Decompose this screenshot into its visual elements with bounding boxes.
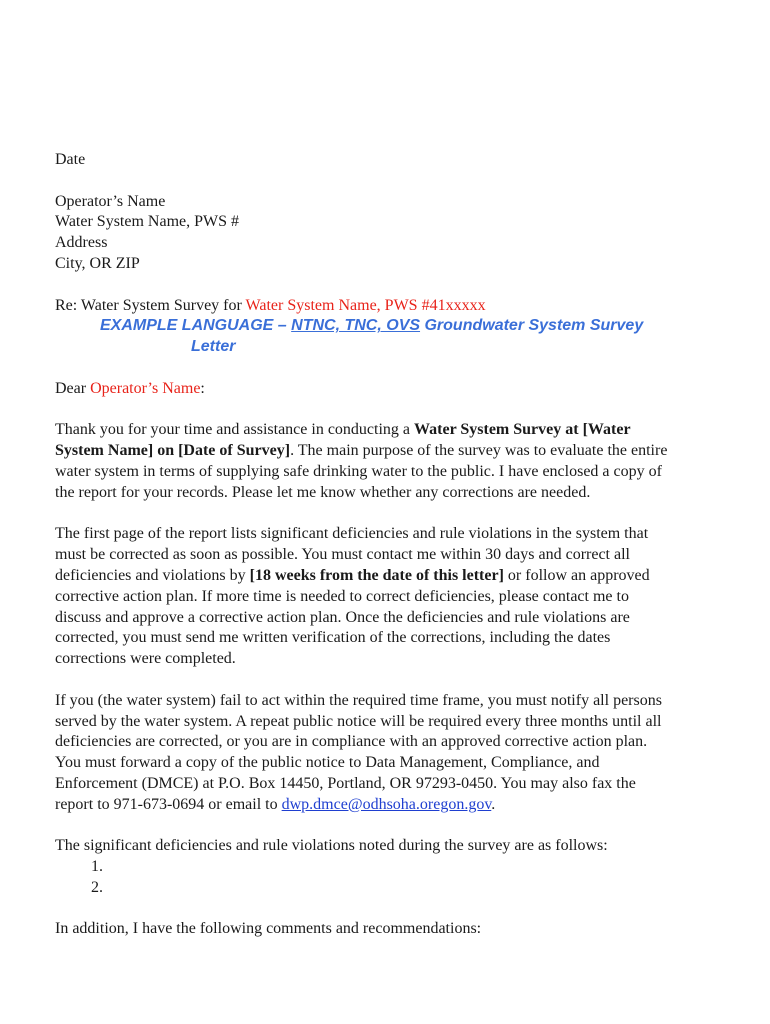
- re-prefix: Re: Water System Survey for: [55, 296, 246, 314]
- example-part1: EXAMPLE LANGUAGE –: [100, 317, 292, 335]
- salutation-name: Operator’s Name: [90, 379, 201, 397]
- recipient-street: Address: [55, 234, 108, 252]
- dmce-email-link[interactable]: dwp.dmce@odhsoha.oregon.gov: [281, 795, 492, 813]
- para3-line: You must forward a copy of the public notice to Data Management, Compliance, and: [55, 754, 600, 772]
- para3-line: If you (the water system) fail to act within the required time frame, you must notify all persons: [55, 691, 662, 709]
- salutation-prefix: Dear: [55, 379, 91, 397]
- example-language-note: [55, 316, 715, 358]
- deficiencies-section: [55, 836, 715, 898]
- para2-line: corrected, you must send me written verification of the corrections, including the dates: [55, 629, 611, 647]
- example-line2: Letter: [191, 338, 236, 356]
- salutation-suffix: :: [200, 379, 205, 397]
- para1-text-c: water system in terms of supplying safe drinking water to the public. I have enclosed a copy of: [55, 462, 662, 480]
- deficiencies-list: [55, 857, 715, 899]
- paragraph-notice: [55, 691, 715, 816]
- para3-line: Enforcement (DMCE) at P.O. Box 14450, Portland, OR 97293-0450. You may also fax the: [55, 774, 636, 792]
- deficiencies-intro: The significant deficiencies and rule violations noted during the survey are as follows:: [55, 837, 608, 855]
- recipient-city: City, OR ZIP: [55, 254, 140, 272]
- list-item: 2.: [91, 878, 103, 896]
- para3-line: served by the water system. A repeat public notice will be required every three months until all: [55, 712, 662, 730]
- list-item: 1.: [91, 858, 103, 876]
- para1-bold-1: Water System Survey at [Water: [414, 421, 631, 439]
- closing-line: In addition, I have the following comments and recommendations:: [55, 920, 482, 938]
- para1-text-d: the report for your records. Please let me know whether any corrections are needed.: [55, 483, 591, 501]
- para3-text: report to 971-673-0694 or email to: [55, 795, 282, 813]
- para2-text: deficiencies and violations by: [55, 566, 250, 584]
- date-line: Date: [55, 151, 86, 168]
- para3-line: deficiencies are corrected, or you are in compliance with an approved corrective action plan.: [55, 733, 648, 751]
- para1-text-a: Thank you for your time and assistance in conducting a: [55, 421, 415, 439]
- recipient-system: Water System Name, PWS #: [55, 213, 240, 231]
- para2-text: or follow an approved: [503, 566, 650, 584]
- paragraph-thanks: [55, 420, 715, 503]
- para2-line: corrections were completed.: [55, 650, 236, 668]
- letter-page: [55, 150, 715, 940]
- para3-text: .: [491, 795, 496, 813]
- deadline-placeholder: [18 weeks from the date of this letter]: [249, 566, 504, 584]
- recipient-address: [55, 192, 715, 275]
- re-line: [55, 296, 715, 317]
- para1-bold-2: System Name] on [Date of Survey]: [55, 442, 291, 460]
- recipient-operator: Operator’s Name: [55, 192, 166, 210]
- example-part2: Groundwater System Survey: [420, 317, 644, 335]
- paragraph-report: [55, 524, 715, 670]
- para2-line: discuss and approve a corrective action plan. Once the deficiencies and rule violations are: [55, 608, 630, 626]
- para1-text-b: . The main purpose of the survey was to evaluate the entire: [290, 442, 668, 460]
- para2-line: The first page of the report lists significant deficiencies and rule violations in the system that: [55, 525, 649, 543]
- para2-line: must be corrected as soon as possible. You must contact me within 30 days and correct all: [55, 546, 630, 564]
- salutation: [55, 379, 715, 400]
- re-system-name: Water System Name, PWS #41xxxxx: [245, 296, 486, 314]
- example-system-types: NTNC, TNC, OVS: [291, 317, 421, 335]
- para2-line: corrective action plan. If more time is needed to correct deficiencies, please contact me to: [55, 587, 629, 605]
